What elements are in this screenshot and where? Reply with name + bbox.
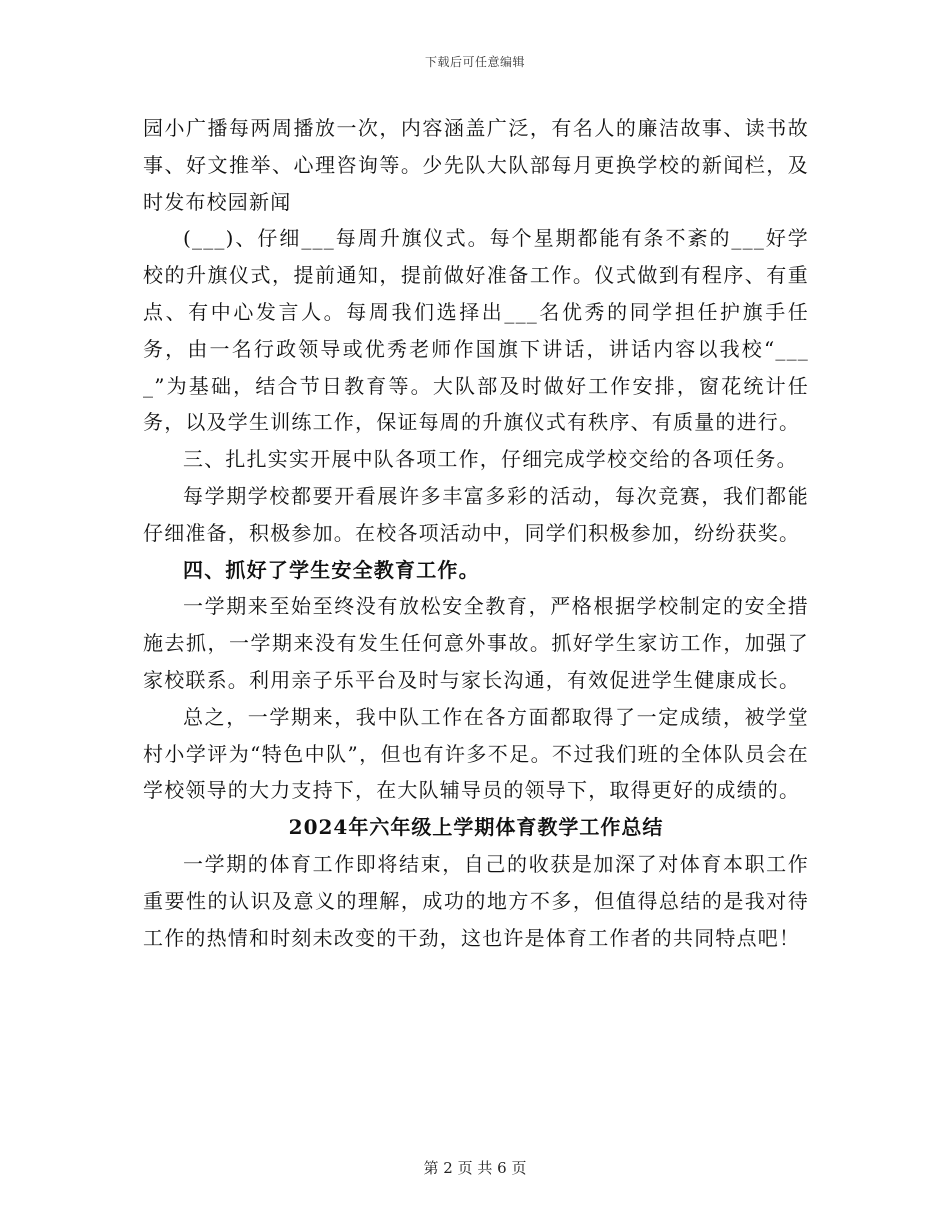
paragraph-pe-summary: 一学期的体育工作即将结束，自己的收获是加深了对体育本职工作重要性的认识及意义的理解，成功的地方不多，但值得总结的是我对待工作的热情和时刻未改变的干劲，这也许是体育工作者的共同特点吧！ (143, 851, 809, 950)
paragraph-conclusion: 总之，一学期来，我中队工作在各方面都取得了一定成绩，被学堂村小学评为“特色中队”，但也有许多不足。不过我们班的全体队员会在学校领导的大力支持下，在大队辅导员的领导下，取得更好的成绩的。 (143, 704, 809, 803)
paragraph-flag-ceremony: (___)、仔细___每周升旗仪式。每个星期都能有条不紊的___好学校的升旗仪式，提前通知，提前做好准备工作。仪式做到有程序、有重点、有中心发言人。每周我们选择出___名优秀的同学担任护旗手任务，由一名行政领导或优秀老师作国旗下讲话，讲话内容以我校“____”为基础，结合节日教育等。大队部及时做好工作安排，窗花统计任务，以及学生训练工作，保证每周的升旗仪式有秩序、有质量的进行。 (143, 226, 809, 435)
paragraph-activities: 每学期学校都要开看展许多丰富多彩的活动，每次竞赛，我们都能仔细准备，积极参加。在校各项活动中，同学们积极参加，纷纷获奖。 (143, 483, 809, 545)
paragraph-safety-education: 一学期来至始至终没有放松安全教育，严格根据学校制定的安全措施去抓，一学期来没有发生任何意外事故。抓好学生家访工作，加强了家校联系。利用亲子乐平台及时与家长沟通，有效促进学生健康成长。 (143, 594, 809, 692)
page-footer: 第 2 页 共 6 页 (423, 1159, 527, 1177)
paragraph-section-three-heading: 三、扎扎实实开展中队各项工作，仔细完成学校交给的各项任务。 (183, 447, 798, 472)
section-four-heading: 四、抓好了学生安全教育工作。 (183, 557, 480, 582)
document-body (143, 110, 809, 956)
paragraph-campus-broadcast: 园小广播每两周播放一次，内容涵盖广泛，有名人的廉洁故事、读书故事、好文推举、心理咨询等。少先队大队部每月更换学校的新闻栏，及时发布校园新闻 (143, 116, 809, 214)
document-title: 2024年六年级上学期体育教学工作总结 (288, 815, 664, 840)
page-header: 下载后可任意编辑 (424, 55, 525, 69)
